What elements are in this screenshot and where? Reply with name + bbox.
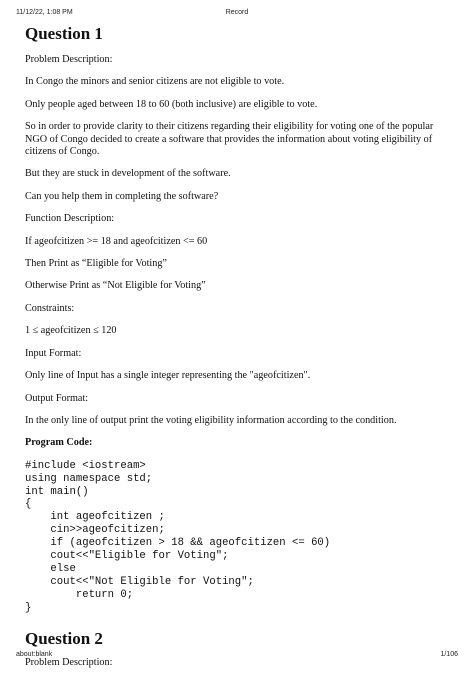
problem-paragraph-1: In Congo the minors and senior citizens are not eligible to vote. — [25, 76, 285, 88]
function-line-3: Otherwise Print as “Not Eligible for Voting” — [25, 280, 206, 292]
question-2-problem-label: Problem Description: — [25, 656, 113, 668]
input-format-text: Only line of Input has a single integer representing the "ageofcitizen". — [25, 370, 311, 382]
print-url: about:blank — [16, 651, 53, 658]
document-body — [25, 22, 455, 679]
program-code-label: Program Code: — [25, 437, 93, 449]
function-description-label: Function Description: — [25, 213, 115, 225]
problem-paragraph-2: Only people aged between 18 to 60 (both inclusive) are eligible to vote. — [25, 98, 318, 110]
program-code-block: #include <iostream> using namespace std; int main() { int ageofcitizen ; cin>>ageofcitizen; if (ageofcitizen > 18 && ageofcitizen <= 60) cout<<"Eligible for Voting"; else cout<<"Not Eligible for Voting"; return 0; } — [25, 459, 331, 614]
input-format-label: Input Format: — [25, 347, 82, 359]
question-2-title: Question 2 — [25, 628, 103, 648]
print-page-number: 1/106 — [440, 651, 458, 658]
output-format-label: Output Format: — [25, 392, 89, 404]
question-1-title: Question 1 — [25, 24, 103, 43]
function-line-2: Then Print as “Eligible for Voting” — [25, 258, 167, 270]
constraints-label: Constraints: — [25, 302, 75, 314]
print-datetime: 11/12/22, 1:08 PM — [16, 9, 73, 16]
print-title: Record — [225, 9, 249, 16]
constraint-text: 1 ≤ ageofcitizen ≤ 120 — [25, 325, 117, 337]
problem-description-label: Problem Description: — [25, 54, 113, 65]
problem-paragraph-5: Can you help them in completing the software? — [25, 190, 219, 202]
output-format-text: In the only line of output print the voting eligibility information according to the condition. — [25, 414, 397, 426]
problem-paragraph-3: So in order to provide clarity to their citizens regarding their eligibility for voting one of the popular NGO of Congo decided to create a software that provides the information about voting eligibility of citizens of Congo. — [25, 121, 434, 158]
problem-paragraph-4: But they are stuck in development of the software. — [25, 168, 231, 180]
function-line-1: If ageofcitizen >= 18 and ageofcitizen <= 60 — [25, 235, 208, 247]
